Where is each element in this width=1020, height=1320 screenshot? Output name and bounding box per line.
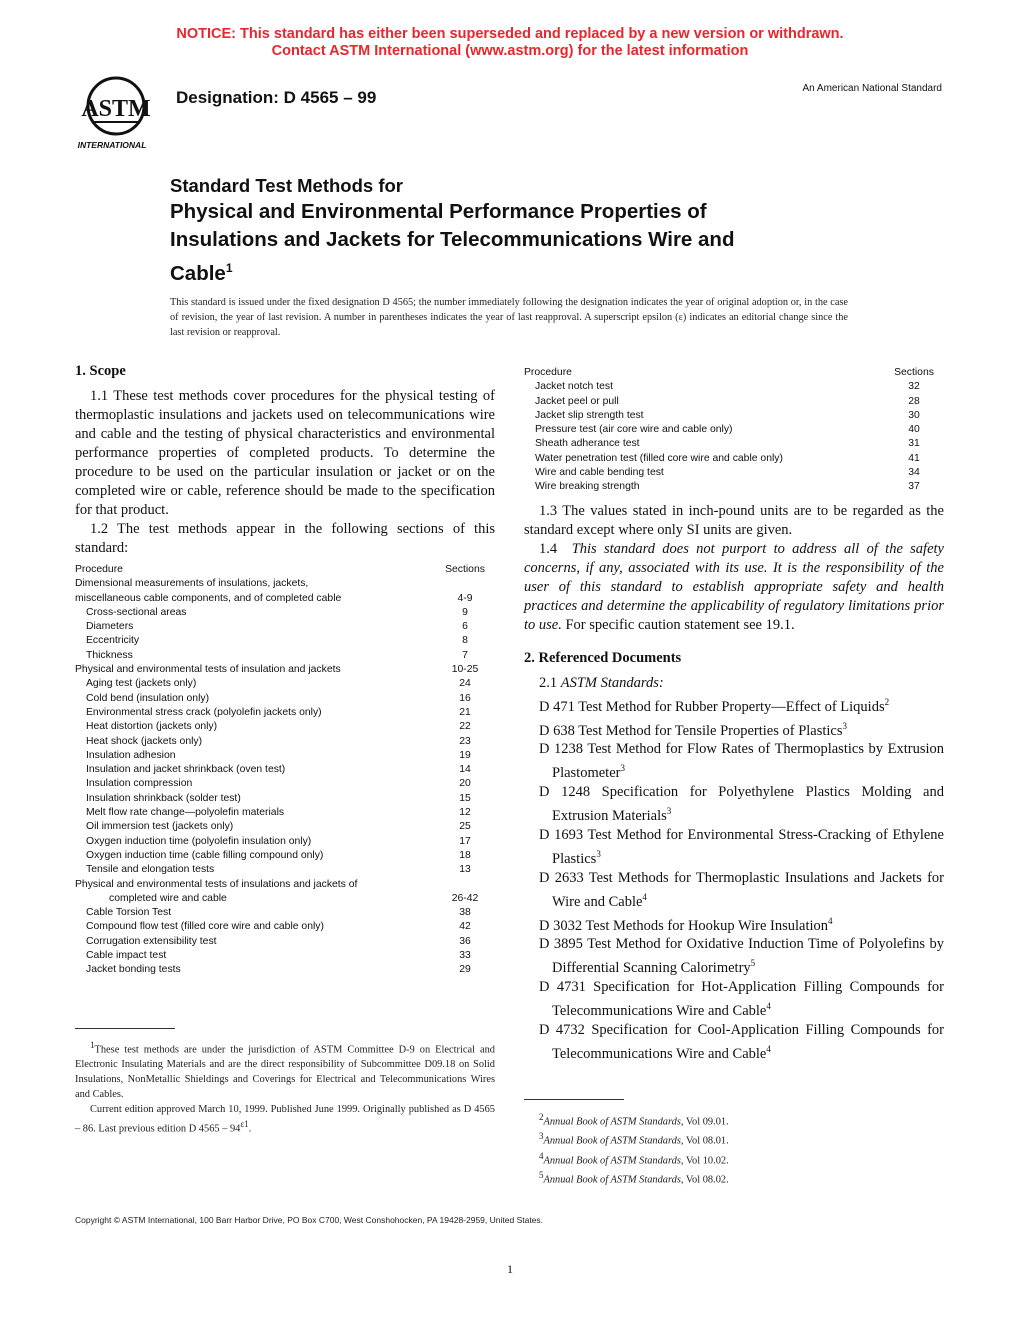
procedure-cell: Wire and cable bending test — [535, 467, 664, 479]
footnote-mark: 5 — [539, 1170, 544, 1181]
procedure-table-right — [524, 366, 944, 495]
table-row — [75, 763, 495, 777]
procedure-cell: Pressure test (air core wire and cable only) — [535, 424, 733, 436]
table-row — [75, 749, 495, 763]
reference-text: D 3895 Test Method for Oxidative Induction Time of Polyolefins by Differential Scanning Calorimetry — [539, 936, 944, 977]
procedure-cell: completed wire and cable — [109, 892, 227, 904]
table-header-row — [75, 563, 495, 577]
procedure-cell: Water penetration test (filled core wire and cable only) — [535, 452, 783, 464]
footnote-volume: , Vol 08.01. — [680, 1135, 729, 1147]
sections-cell: 4-9 — [457, 592, 473, 604]
table-row — [75, 963, 495, 977]
table-row — [75, 806, 495, 820]
title-footnote-mark: 1 — [225, 261, 233, 275]
sections-cell: 7 — [462, 649, 468, 661]
sections-cell: 37 — [908, 481, 920, 493]
procedure-cell: Melt flow rate change—polyolefin materials — [86, 807, 285, 819]
reference-footnote-mark: 4 — [766, 1001, 771, 1012]
reference-footnote-mark: 2 — [884, 696, 890, 707]
edition-epsilon: ε1 — [240, 1119, 249, 1130]
sections-header: Sections — [894, 367, 934, 378]
table-row — [75, 835, 495, 849]
table-row — [524, 466, 944, 480]
sections-cell: 24 — [459, 678, 471, 690]
table-row — [75, 935, 495, 949]
table-row — [524, 480, 944, 494]
footnote-mark: 3 — [539, 1131, 544, 1142]
footnote-rule-left — [75, 1028, 175, 1029]
table-row — [524, 395, 944, 409]
issued-note: This standard is issued under the fixed designation D 4565; the number immediately following the designation indicates the year of original adoption or, in the case of revision, the year of last revision. A number in parentheses indicates the year of last reapproval. A superscript epsilon (ε) indicates an editorial change since the last revision or reapproval. — [170, 297, 848, 338]
scope-1-1: 1.1 These test methods cover procedures for the physical testing of thermoplastic insulations and jackets used on telecommunications wire and cable and the testing of physical characteristics and environmental performance properties of completed products. To determine the procedure to be used on the particular insulation or jacket or on the completed wire or cable, reference should be made to the specification for that product. — [75, 388, 495, 518]
reference-item — [524, 693, 944, 717]
procedure-cell: Cable Torsion Test — [86, 907, 172, 919]
reference-text: D 1248 Specification for Polyethylene Plastics Molding and Extrusion Materials — [539, 784, 944, 824]
sections-cell: 8 — [462, 635, 468, 647]
title-line-4 — [170, 254, 870, 288]
table-row — [75, 649, 495, 663]
procedure-cell: Thickness — [86, 649, 133, 661]
sections-cell: 31 — [908, 438, 920, 450]
page-number: 1 — [507, 1262, 513, 1276]
reference-text: D 1693 Test Method for Environmental Stress-Cracking of Ethylene Plastics — [539, 826, 944, 867]
sections-cell: 22 — [459, 721, 471, 733]
sections-cell: 34 — [908, 467, 920, 479]
procedure-cell: Jacket bonding tests — [86, 964, 181, 976]
procedure-cell: Heat shock (jackets only) — [86, 735, 203, 747]
table-row — [75, 663, 495, 677]
title-line-1: Standard Test Methods for — [170, 175, 403, 196]
table-row — [75, 677, 495, 691]
footnote-volume: , Vol 10.02. — [680, 1155, 729, 1167]
reference-text: D 638 Test Method for Tensile Properties of Plastics — [539, 722, 843, 739]
footnote-book: Annual Book of ASTM Standards — [543, 1174, 681, 1186]
footnote-5 — [524, 1168, 944, 1187]
procedure-cell: Wire breaking strength — [535, 481, 640, 493]
footnote-mark: 4 — [539, 1150, 544, 1161]
sub-label: ASTM Standards: — [560, 674, 664, 691]
notice-line-2: Contact ASTM International (www.astm.org) for the latest information — [271, 43, 749, 59]
footnote-book: Annual Book of ASTM Standards — [543, 1116, 681, 1128]
procedure-cell: Aging test (jackets only) — [86, 678, 197, 690]
sections-cell: 6 — [462, 621, 468, 633]
table-row — [524, 437, 944, 451]
procedure-cell: Insulation shrinkback (solder test) — [86, 792, 241, 804]
title-line-2: Physical and Environmental Performance Properties of — [170, 200, 707, 223]
astm-standards-label — [524, 674, 944, 693]
document-title — [170, 174, 870, 288]
table-row — [75, 592, 495, 606]
sections-cell: 20 — [459, 778, 471, 790]
sections-cell: 28 — [908, 395, 920, 407]
table-row — [524, 452, 944, 466]
procedure-cell: Physical and environmental tests of insulation and jackets — [75, 664, 341, 676]
reference-text: D 3032 Test Methods for Hookup Wire Insulation — [539, 917, 829, 934]
table-row — [75, 606, 495, 620]
scope-1-4-caution: This standard does not purport to address all of the safety concerns, if any, associated with its use. It is the responsibility of the user of this standard to establish appropriate safety and health practices and determine the applicability of regulatory limitations prior to use. — [524, 540, 944, 633]
reference-text: D 4732 Specification for Cool-Application Filling Compounds for Telecommunications Wire and Cable — [539, 1022, 944, 1062]
table-row — [75, 634, 495, 648]
table-row — [524, 423, 944, 437]
title-line-4-text: Cable — [170, 261, 226, 285]
procedure-cell: Heat distortion (jackets only) — [86, 721, 218, 733]
sections-cell: 13 — [459, 864, 471, 876]
reference-item — [524, 740, 944, 783]
sections-cell: 38 — [459, 907, 471, 919]
procedure-cell: Cold bend (insulation only) — [86, 692, 210, 704]
reference-text: D 471 Test Method for Rubber Property—Effect of Liquids — [539, 698, 885, 715]
table-row — [524, 380, 944, 394]
procedure-cell: Insulation adhesion — [86, 749, 176, 761]
sections-cell: 18 — [459, 849, 471, 861]
sections-cell: 40 — [908, 424, 920, 436]
table-row — [75, 863, 495, 877]
left-column — [75, 362, 495, 978]
footnote-1 — [75, 1038, 495, 1102]
sections-cell: 36 — [459, 935, 471, 947]
reference-footnote-mark: 3 — [666, 806, 672, 817]
reference-item — [524, 869, 944, 912]
sections-cell: 21 — [459, 706, 471, 718]
scope-1-4-number: 1.4 — [539, 540, 558, 557]
sections-cell: 16 — [459, 692, 471, 704]
reference-item — [524, 717, 944, 741]
logo-text: ASTM — [81, 96, 151, 122]
sections-cell: 33 — [459, 950, 471, 962]
procedure-table-left — [75, 563, 495, 978]
sections-cell: 32 — [908, 381, 920, 393]
reference-text: D 2633 Test Methods for Thermoplastic Insulations and Jackets for Wire and Cable — [539, 869, 944, 910]
procedure-cell: Jacket peel or pull — [535, 395, 619, 407]
sections-cell — [435, 878, 495, 892]
sections-cell: 26-42 — [451, 892, 479, 904]
footnote-book: Annual Book of ASTM Standards — [543, 1155, 681, 1167]
title-line-3: Insulations and Jackets for Telecommunications Wire and — [170, 228, 735, 251]
procedure-cell: Dimensional measurements of insulations, jackets, — [75, 578, 309, 590]
reference-list — [524, 693, 944, 1064]
table-row — [75, 878, 495, 892]
footnote-rule-right — [524, 1099, 624, 1100]
sections-cell — [435, 577, 495, 591]
footnote-4 — [524, 1149, 944, 1168]
copyright: Copyright © ASTM International, 100 Barr Harbor Drive, PO Box C700, West Conshohocken, PA 19428-2959, United States. — [75, 1215, 544, 1225]
logo-caption: INTERNATIONAL — [77, 140, 147, 150]
right-column — [524, 366, 944, 1064]
procedure-cell: Cross-sectional areas — [86, 606, 187, 618]
sections-cell: 42 — [459, 921, 471, 933]
footnotes-right — [524, 1110, 944, 1188]
table-row — [75, 735, 495, 749]
procedure-cell: Oil immersion test (jackets only) — [86, 821, 234, 833]
scope-1-4 — [524, 540, 944, 635]
reference-footnote-mark: 3 — [842, 720, 848, 731]
reference-footnote-mark: 4 — [642, 891, 647, 902]
footnotes-left — [75, 1038, 495, 1137]
table-row — [75, 920, 495, 934]
scope-1-3: 1.3 The values stated in inch-pound units are to be regarded as the standard except where only SI units are given. — [524, 502, 944, 538]
referenced-heading: 2. Referenced Documents — [524, 649, 682, 666]
table-row — [524, 409, 944, 423]
scope-heading: 1. Scope — [75, 363, 126, 379]
footnote-mark: 2 — [539, 1112, 544, 1122]
footnote-volume: , Vol 08.02. — [680, 1174, 729, 1186]
table-row — [75, 906, 495, 920]
sub-number: 2.1 — [539, 674, 558, 691]
sections-cell: 15 — [459, 792, 471, 804]
withdrawal-notice — [0, 26, 1020, 60]
reference-item — [524, 1021, 944, 1064]
procedure-cell: Eccentricity — [86, 635, 140, 647]
sections-cell: 25 — [459, 821, 471, 833]
procedure-cell: Jacket slip strength test — [535, 409, 644, 421]
sections-cell: 17 — [459, 835, 471, 847]
procedure-cell: Insulation and jacket shrinkback (oven test) — [86, 764, 286, 776]
table-row — [75, 720, 495, 734]
table-row — [75, 892, 495, 906]
procedure-cell: miscellaneous cable components, and of completed cable — [75, 592, 342, 604]
table-row — [75, 620, 495, 634]
procedure-cell: Jacket notch test — [535, 381, 613, 393]
reference-item — [524, 912, 944, 936]
procedure-cell: Diameters — [86, 621, 134, 633]
table-row — [75, 706, 495, 720]
sections-header: Sections — [445, 564, 485, 575]
reference-item — [524, 826, 944, 869]
sections-cell: 29 — [459, 964, 471, 976]
designation: Designation: D 4565 – 99 — [176, 88, 377, 107]
sections-cell: 12 — [459, 807, 471, 819]
edition-end: . — [248, 1123, 252, 1135]
procedure-cell: Sheath adherance test — [535, 438, 640, 450]
reference-text: D 1238 Test Method for Flow Rates of Thermoplastics by Extrusion Plastometer — [539, 741, 944, 782]
reference-item — [524, 935, 944, 978]
procedure-cell: Tensile and elongation tests — [86, 864, 215, 876]
table-row — [75, 777, 495, 791]
table-row — [75, 820, 495, 834]
footnote-2 — [524, 1110, 944, 1129]
sections-cell: 14 — [459, 764, 471, 776]
table-header-row — [524, 366, 944, 380]
procedure-cell: Insulation compression — [86, 778, 193, 790]
american-national-standard: An American National Standard — [802, 83, 942, 94]
reference-footnote-mark: 3 — [596, 848, 601, 859]
astm-logo — [64, 72, 164, 150]
footnote-1-mark: 1 — [90, 1040, 95, 1050]
footnote-3 — [524, 1129, 944, 1148]
sections-cell: 10-25 — [451, 664, 479, 676]
table-row — [75, 577, 495, 591]
reference-footnote-mark: 3 — [620, 763, 625, 774]
reference-footnote-mark: 5 — [750, 958, 756, 969]
procedure-cell: Physical and environmental tests of insulations and jackets of — [75, 878, 358, 890]
sections-cell: 41 — [908, 452, 920, 464]
procedure-cell: Oxygen induction time (cable filling compound only) — [86, 849, 324, 861]
sections-cell: 19 — [459, 749, 471, 761]
table-row — [75, 692, 495, 706]
table-row — [75, 849, 495, 863]
procedure-cell: Compound flow test (filled core wire and cable only) — [86, 921, 324, 933]
table-row — [75, 949, 495, 963]
procedure-header: Procedure — [75, 564, 123, 575]
sections-cell: 9 — [462, 606, 468, 618]
procedure-header: Procedure — [524, 367, 572, 378]
edition-text: Current edition approved March 10, 1999. Published June 1999. Originally published as D 4565 – 86. Last previous edition D 4565 – 94 — [75, 1104, 495, 1135]
procedure-cell: Environmental stress crack (polyolefin jackets only) — [86, 706, 322, 718]
footnote-book: Annual Book of ASTM Standards — [543, 1135, 681, 1147]
reference-footnote-mark: 4 — [766, 1044, 771, 1055]
edition-note — [75, 1102, 495, 1136]
reference-item — [524, 783, 944, 826]
procedure-cell: Cable impact test — [86, 950, 167, 962]
table-row — [75, 792, 495, 806]
procedure-cell: Oxygen induction time (polyolefin insulation only) — [86, 835, 312, 847]
reference-item — [524, 978, 944, 1021]
footnote-volume: , Vol 09.01. — [680, 1116, 729, 1128]
reference-text: D 4731 Specification for Hot-Application Filling Compounds for Telecommunications Wire and Cable — [539, 979, 944, 1020]
scope-1-4-tail: For specific caution statement see 19.1. — [565, 616, 795, 633]
procedure-cell: Corrugation extensibility test — [86, 935, 217, 947]
sections-cell: 23 — [459, 735, 471, 747]
sections-cell: 30 — [908, 409, 920, 421]
reference-footnote-mark: 4 — [828, 915, 833, 926]
notice-line-1: NOTICE: This standard has either been superseded and replaced by a new version or withdrawn. — [176, 26, 844, 42]
footnote-1-text: These test methods are under the jurisdiction of ASTM Committee D-9 on Electrical and Electronic Insulating Materials and are the direct responsibility of Subcommittee D09.18 on Solid Insulations, NonMetallic Shieldings and Coverings for Electrical and Telecommunications Wires and Cables. — [75, 1044, 495, 1101]
scope-1-2: 1.2 The test methods appear in the following sections of this standard: — [75, 521, 495, 556]
